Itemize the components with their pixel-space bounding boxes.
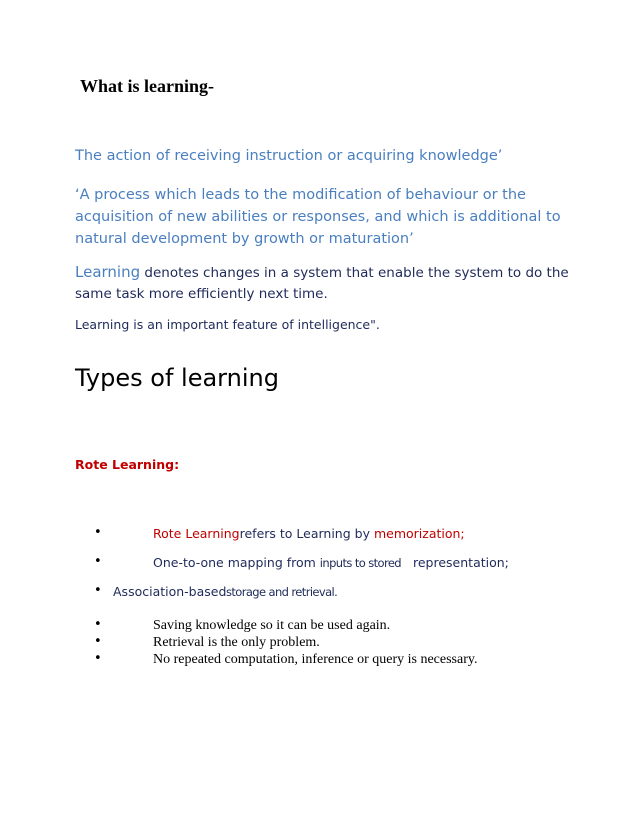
bullet-dot: • bbox=[94, 617, 102, 632]
list-item-text: representation; bbox=[413, 555, 509, 570]
list-item bbox=[153, 555, 401, 570]
learning-word: Learning bbox=[75, 263, 141, 281]
definition-4: Learning is an important feature of intelligence". bbox=[75, 317, 380, 332]
bullet-dot: • bbox=[94, 634, 102, 649]
page-title: What is learning- bbox=[80, 76, 215, 96]
bullet-dot: • bbox=[94, 554, 102, 569]
definition-3 bbox=[75, 262, 595, 305]
list-item-text: storage and retrieval. bbox=[226, 585, 338, 599]
bullet-dot: • bbox=[94, 583, 102, 598]
list-item bbox=[113, 584, 226, 599]
list-item: Retrieval is the only problem. bbox=[153, 635, 320, 650]
types-heading: Types of learning bbox=[75, 364, 279, 392]
rote-learning-term: Rote Learning bbox=[153, 526, 240, 541]
bullet-dot: • bbox=[94, 525, 102, 540]
memorization-term: memorization; bbox=[373, 526, 465, 541]
list-item-text: One-to-one mapping from bbox=[153, 555, 320, 570]
list-item bbox=[153, 526, 465, 541]
list-item-text: inputs to stored bbox=[319, 556, 402, 570]
list-item: Saving knowledge so it can be used again. bbox=[153, 618, 391, 633]
list-item-text: refers to Learning by bbox=[239, 526, 374, 541]
definition-3-text: denotes changes in a system that enable the system to do the same task more efficiently next time. bbox=[75, 265, 569, 302]
definition-1: The action of receiving instruction or acquiring knowledge’ bbox=[75, 148, 503, 164]
list-item-text: Association-based bbox=[113, 584, 227, 599]
bullet-dot: • bbox=[94, 651, 102, 666]
rote-learning-heading: Rote Learning: bbox=[75, 457, 180, 472]
list-item: No repeated computation, inference or query is necessary. bbox=[153, 652, 478, 667]
definition-2: ‘A process which leads to the modification of behaviour or the acquisition of new abilities or responses, and which is additional to natural development by growth or maturation’ bbox=[75, 187, 561, 247]
